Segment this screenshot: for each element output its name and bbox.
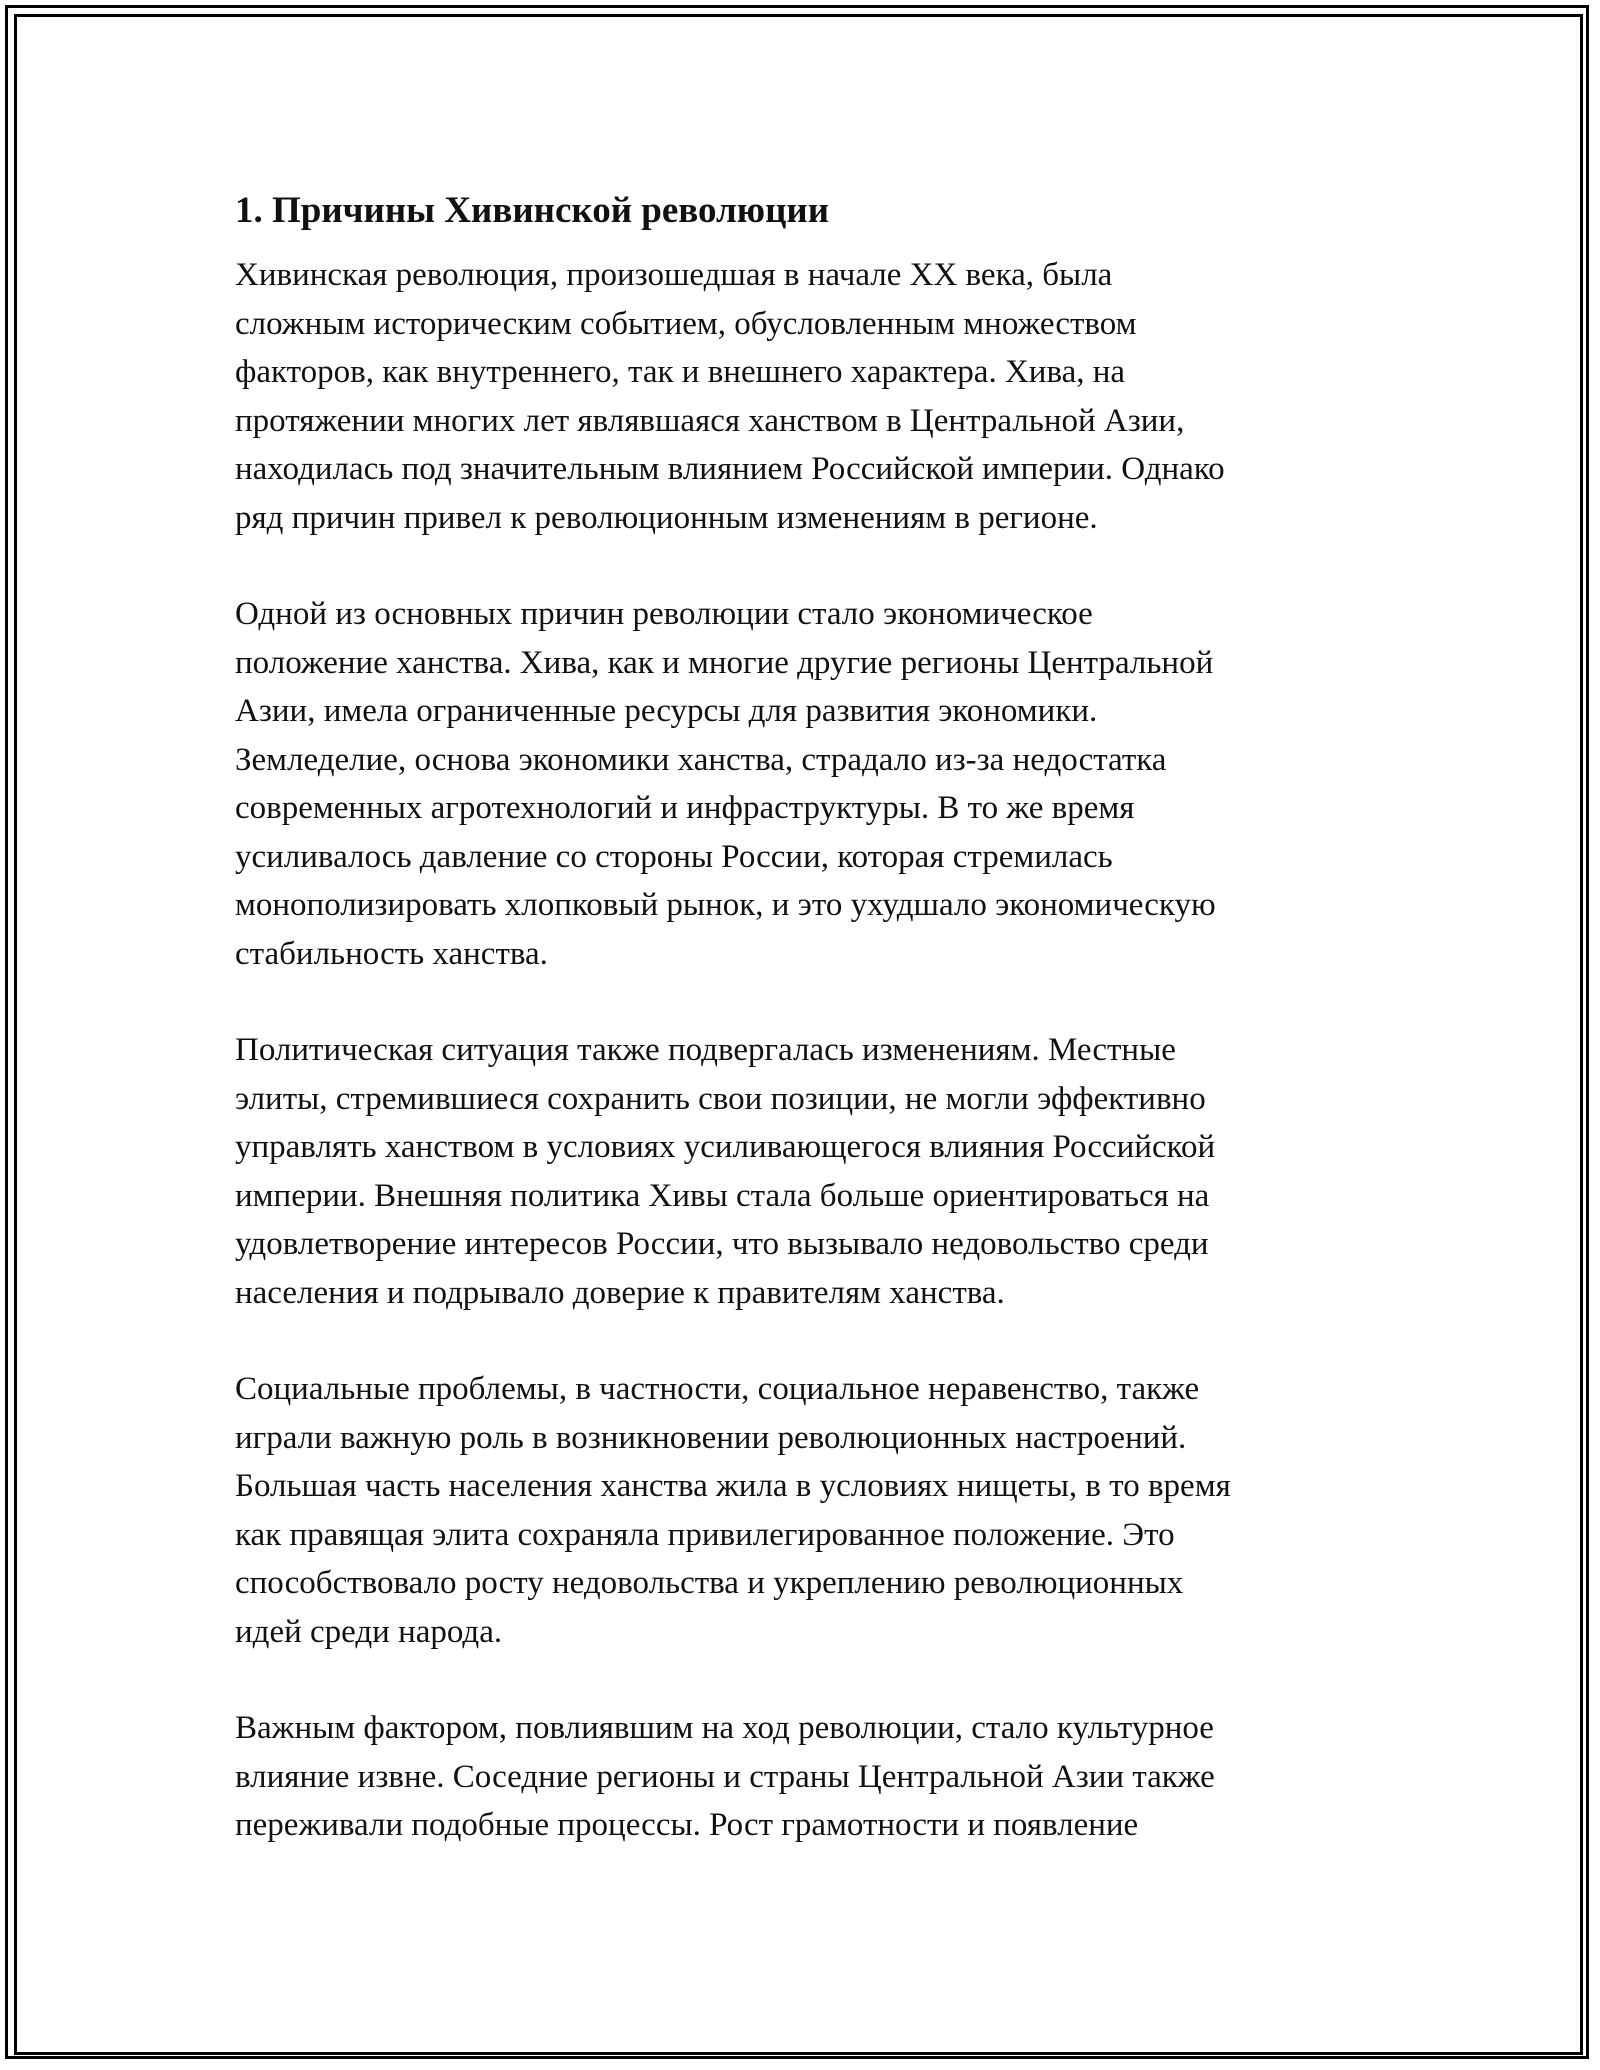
text-line: управлять ханством в условиях усиливающегося влияния Российской bbox=[235, 1129, 1216, 1165]
text-line: влияние извне. Соседние регионы и страны Центральной Азии также bbox=[235, 1758, 1215, 1795]
text-line: как правящая элита сохраняла привилегированное положение. Это bbox=[235, 1516, 1175, 1553]
text-line: монополизировать хлопковый рынок, и это ухудшало экономическую bbox=[235, 887, 1216, 923]
paragraph-social bbox=[235, 1365, 1365, 1656]
text-line: современных агротехнологий и инфраструктуры. В то же время bbox=[235, 790, 1135, 826]
text-line: Большая часть населения ханства жила в условиях нищеты, в то время bbox=[235, 1468, 1231, 1504]
text-line: населения и подрывало доверие к правителям ханства. bbox=[235, 1274, 1005, 1311]
text-line: положение ханства. Хива, как и многие другие регионы Центральной bbox=[235, 644, 1214, 681]
text-line: протяжении многих лет являвшаяся ханством в Центральной Азии, bbox=[235, 402, 1185, 439]
text-line: стабильность ханства. bbox=[235, 935, 548, 972]
text-line: Политическая ситуация также подвергалась изменениям. Местные bbox=[235, 1032, 1176, 1068]
text-line: удовлетворение интересов России, что вызывало недовольство среди bbox=[235, 1226, 1209, 1262]
text-line: находилась под значительным влиянием Российской империи. Однако bbox=[235, 451, 1225, 487]
text-line: ряд причин привел к революционным изменениям в регионе. bbox=[235, 499, 1098, 536]
section-heading: 1. Причины Хивинской революции bbox=[235, 190, 830, 231]
text-line: империи. Внешняя политика Хивы стала больше ориентироваться на bbox=[235, 1177, 1210, 1214]
text-line: играли важную роль в возникновении революционных настроений. bbox=[235, 1419, 1187, 1456]
text-line: усиливалось давление со стороны России, которая стремилась bbox=[235, 838, 1113, 875]
text-line: Земледелие, основа экономики ханства, страдало из-за недостатка bbox=[235, 741, 1167, 778]
text-line: сложным историческим событием, обусловленным множеством bbox=[235, 305, 1137, 342]
paragraph-intro bbox=[235, 251, 1365, 542]
text-line: Социальные проблемы, в частности, социальное неравенство, также bbox=[235, 1371, 1200, 1407]
paragraph-political bbox=[235, 1026, 1365, 1317]
text-line: факторов, как внутреннего, так и внешнего характера. Хива, на bbox=[235, 354, 1126, 390]
document-body bbox=[235, 185, 1365, 1898]
text-line: Азии, имела ограниченные ресурсы для развития экономики. bbox=[235, 693, 1098, 729]
text-line: переживали подобные процессы. Рост грамотности и появление bbox=[235, 1807, 1139, 1843]
text-line: способствовало росту недовольства и укреплению революционных bbox=[235, 1565, 1184, 1601]
text-line: Важным фактором, повлиявшим на ход революции, стало культурное bbox=[235, 1710, 1214, 1746]
text-line: элиты, стремившиеся сохранить свои позиции, не могли эффективно bbox=[235, 1080, 1206, 1117]
paragraph-economic bbox=[235, 590, 1365, 978]
text-line: идей среди народа. bbox=[235, 1613, 503, 1650]
paragraph-cultural bbox=[235, 1704, 1365, 1850]
text-line: Одной из основных причин революции стало экономическое bbox=[235, 596, 1093, 632]
text-line: Хивинская революция, произошедшая в начале XX века, была bbox=[235, 257, 1113, 293]
